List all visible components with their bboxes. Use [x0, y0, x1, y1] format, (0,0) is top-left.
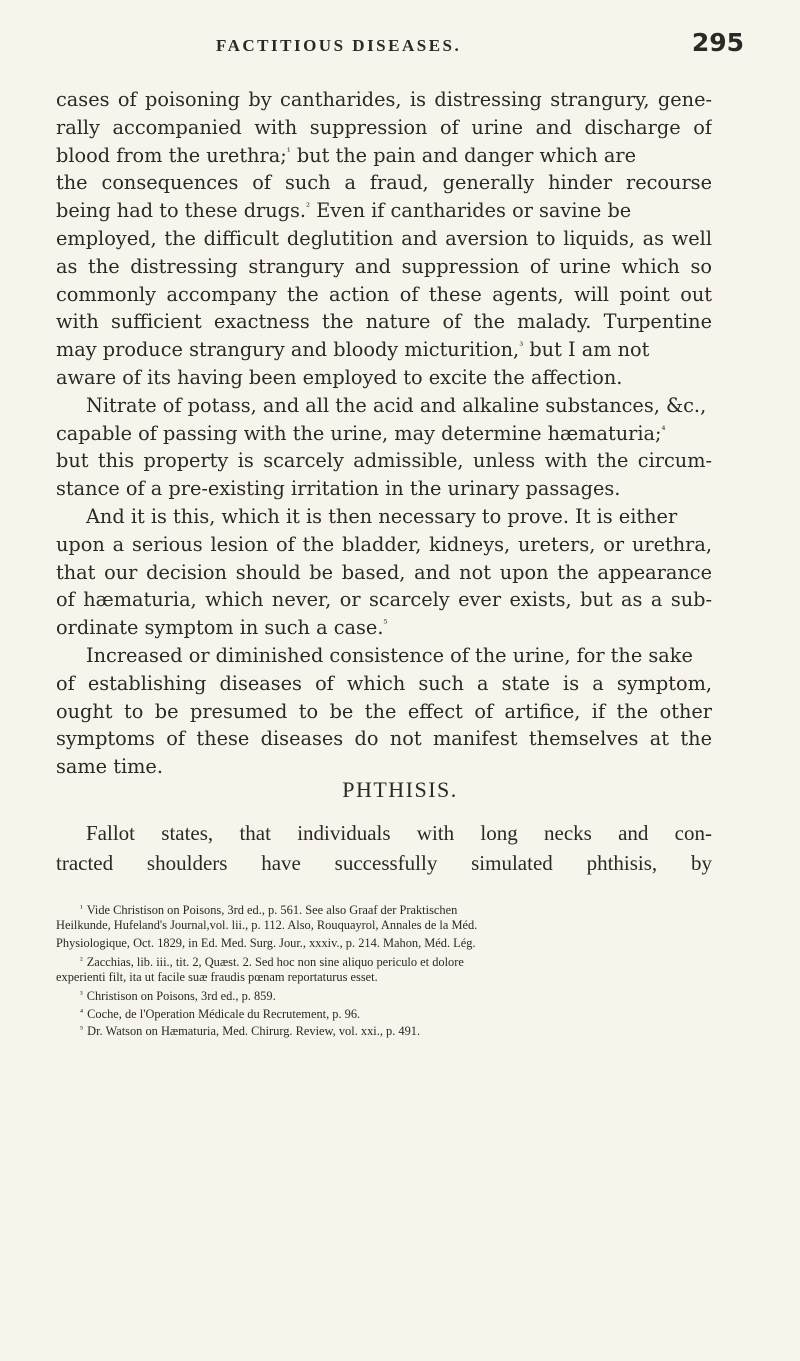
- text-line: cases of poisoning by cantharides, is distressing strangury, gene-: [56, 88, 712, 111]
- footnote-ref: ³: [519, 341, 524, 353]
- text-line: [56, 197, 712, 225]
- text-line: symptoms of these diseases do not manifest themselves at the: [56, 727, 712, 751]
- text-line: Nitrate of potass, and all the acid and alkaline substances, &c.,: [86, 393, 707, 417]
- text-line: rally accompanied with suppression of urine and discharge of: [56, 115, 712, 139]
- text-line: of establishing diseases of which such a state is a symptom,: [56, 671, 712, 695]
- footnote-ref: ⁴: [661, 424, 666, 436]
- footnote: [56, 952, 712, 969]
- footnote-text: Vide Christison on Poisons, 3rd ed., p. 561. See also Graaf der Praktischen: [86, 903, 458, 917]
- section-text: [56, 818, 712, 878]
- text-fragment: may produce strangury and bloody micturition,: [56, 338, 520, 362]
- footnote-marker: ⁴: [80, 1006, 84, 1017]
- text-line: with sufficient exactness the nature of the malady. Turpentine: [56, 310, 712, 334]
- footnote-marker: ³: [80, 989, 83, 1000]
- text-fragment: but I am not: [523, 338, 650, 362]
- footnote-text: Coche, de l'Operation Médicale du Recrutement, p. 96.: [87, 1006, 361, 1021]
- text-line: Increased or diminished consistence of the urine, for the sake: [86, 643, 693, 667]
- text-line: And it is this, which it is then necessary to prove. It is either: [86, 504, 678, 528]
- text-line: [56, 142, 712, 170]
- running-title: FACTITIOUS DISEASES.: [216, 36, 462, 55]
- text-line: aware of its having been employed to excite the affection.: [56, 365, 623, 389]
- text-line: upon a serious lesion of the bladder, kidneys, ureters, or urethra,: [56, 532, 712, 556]
- footnote-ref: ⁵: [383, 619, 388, 631]
- running-head: [116, 26, 744, 66]
- text-line: of hæmaturia, which never, or scarcely ever exists, but as a sub-: [56, 588, 712, 612]
- text-line: tracted shoulders have successfully simulated phthisis, by: [56, 851, 712, 875]
- text-line: same time.: [56, 755, 163, 779]
- text-line: commonly accompany the action of these agents, will point out: [56, 282, 712, 306]
- page-number: 295: [691, 28, 744, 57]
- footnote: [56, 1021, 712, 1038]
- text-fragment: Even if cantharides or savine be: [310, 199, 632, 223]
- footnote-marker: ⁵: [80, 1024, 84, 1035]
- section-heading: PHTHISIS.: [342, 777, 458, 802]
- text-line: ought to be presumed to be the effect of artifice, if the other: [56, 699, 712, 723]
- text-fragment: being had to these drugs.: [56, 199, 307, 223]
- text-line: that our decision should be based, and not upon the appearance: [56, 560, 712, 584]
- footnote-text: Christison on Poisons, 3rd ed., p. 859.: [86, 989, 276, 1004]
- main-text: [56, 86, 712, 781]
- text-fragment: blood from the urethra;: [56, 143, 287, 167]
- text-line: employed, the difficult deglutition and aversion to liquids, as well: [56, 226, 712, 250]
- text-fragment: ordinate symptom in such a case.: [56, 616, 384, 640]
- footnote: [56, 986, 712, 1003]
- footnote-line: Heilkunde, Hufeland's Journal,vol. lii., p. 112. Also, Rouquayrol, Annales de la Méd.: [56, 918, 478, 933]
- text-line: the consequences of such a fraud, generally hinder recourse: [56, 171, 712, 195]
- footnote-ref: ²: [306, 202, 311, 214]
- text-fragment: capable of passing with the urine, may determine hæmaturia;: [56, 421, 662, 445]
- footnote-marker: ¹: [80, 903, 83, 913]
- text-line: as the distressing strangury and suppression of urine which so: [56, 254, 712, 278]
- text-line: [56, 614, 712, 642]
- text-line: Fallot states, that individuals with long necks and con-: [86, 821, 712, 845]
- footnote-text: Dr. Watson on Hæmaturia, Med. Chirurg. Review, vol. xxi., p. 491.: [87, 1024, 421, 1039]
- footnote-marker: ²: [80, 954, 83, 965]
- footnote: [56, 1004, 712, 1021]
- text-fragment: but the pain and danger which are: [290, 143, 637, 167]
- text-line: but this property is scarcely admissible, unless with the circum-: [56, 449, 712, 473]
- footnote-text: Zacchias, lib. iii., tit. 2, Quæst. 2. Sed hoc non sine aliquo periculo et dolore: [86, 954, 464, 969]
- footnote-line: experienti filt, ita ut facile suæ fraudis pœnam reportaturus esset.: [56, 970, 378, 985]
- footnote: [56, 900, 712, 917]
- text-line: [56, 336, 712, 364]
- text-line: stance of a pre-existing irritation in the urinary passages.: [56, 477, 621, 501]
- text-line: [56, 420, 712, 448]
- footnote-line: Physiologique, Oct. 1829, in Ed. Med. Surg. Jour., xxxiv., p. 214. Mahon, Méd. Lég.: [56, 935, 476, 950]
- footnote-ref: ¹: [286, 146, 291, 158]
- footnotes: [56, 900, 712, 1038]
